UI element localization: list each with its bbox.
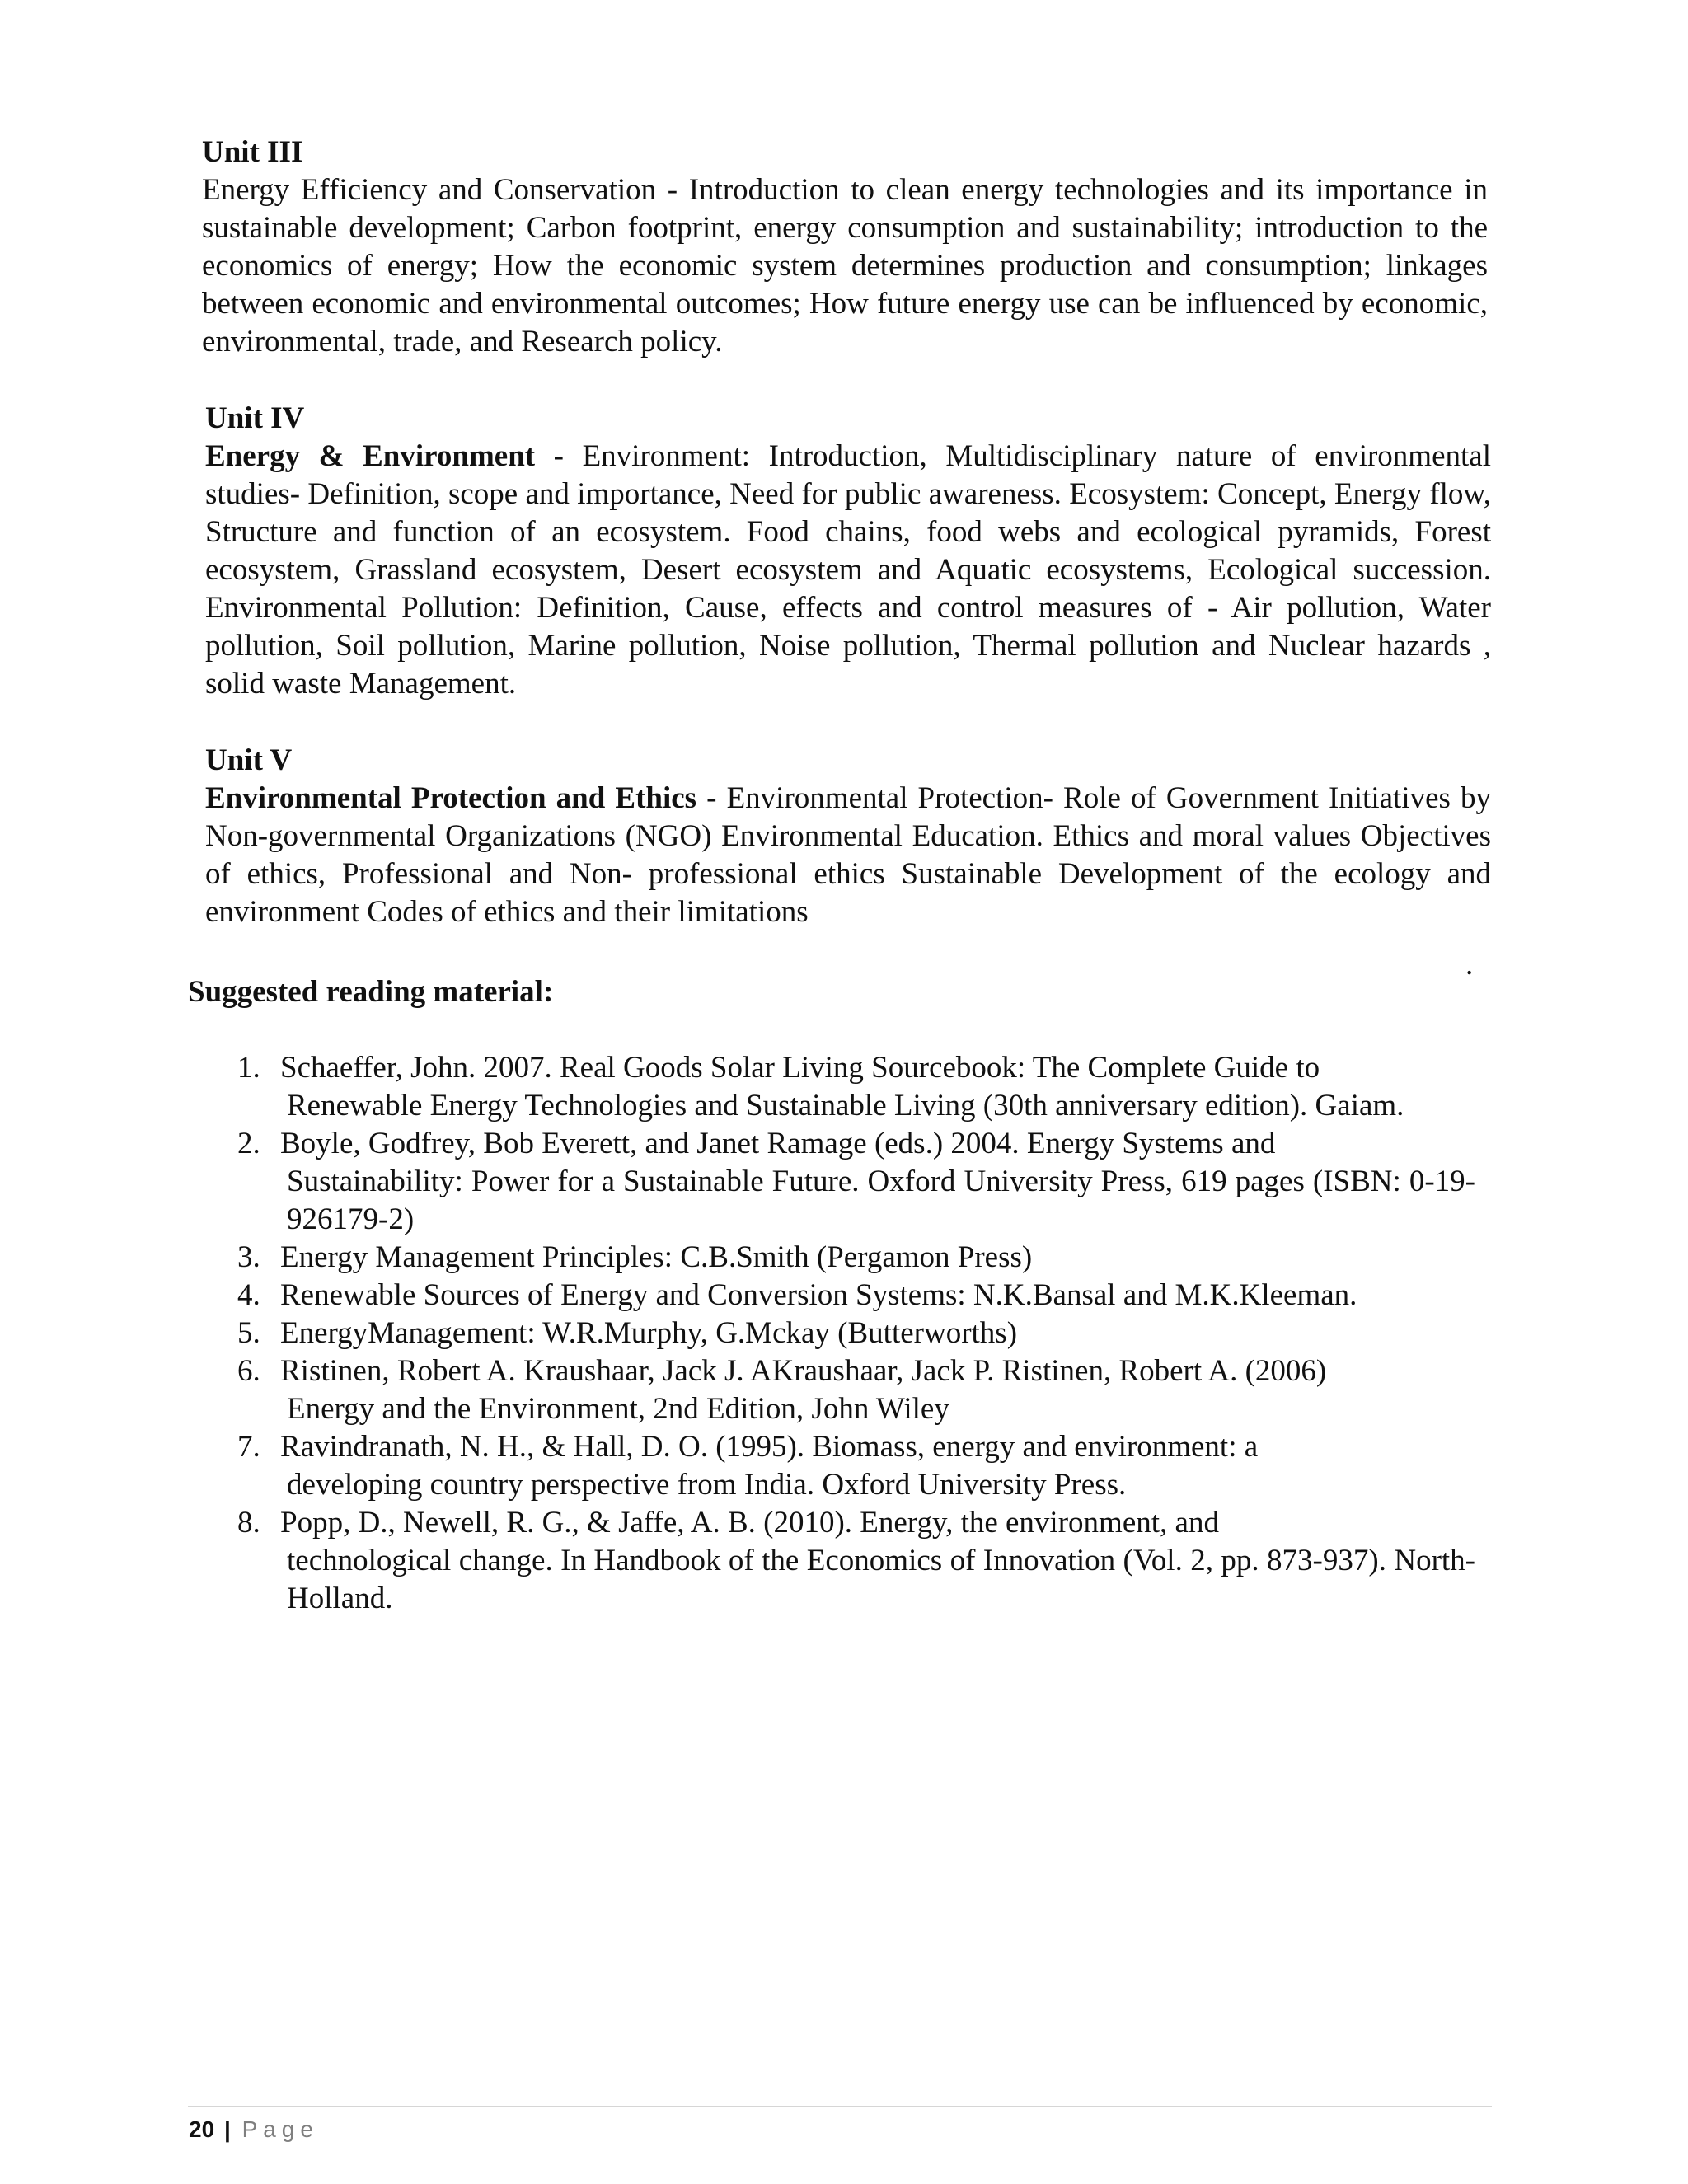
- page-footer: [189, 2116, 319, 2144]
- reading-item-text: Boyle, Godfrey, Bob Everett, and Janet Ramage (eds.) 2004. Energy Systems and: [280, 1127, 1276, 1160]
- reading-item-number: 6.: [237, 1354, 260, 1388]
- unit-v-body: [205, 780, 1491, 931]
- footer-divider: [188, 2106, 1492, 2107]
- reading-item-text: EnergyManagement: W.R.Murphy, G.Mckay (Butterworths): [280, 1316, 1018, 1350]
- unit-iv-heading: Unit IV: [205, 401, 305, 435]
- reading-item-3: [232, 1239, 1475, 1277]
- reading-item-continuation: technological change. In Handbook of the Economics of Innovation (Vol. 2, pp. 873-937). North-Holland.: [287, 1544, 1475, 1615]
- reading-item-number: 7.: [237, 1430, 260, 1464]
- unit-v-section: [205, 742, 1491, 931]
- reading-item-text: Energy Management Principles: C.B.Smith (Pergamon Press): [280, 1240, 1033, 1274]
- unit-v-heading: Unit V: [205, 743, 293, 777]
- unit-iii-body: Energy Efficiency and Conservation - Introduction to clean energy technologies and its importance in sustainable development; Carbon footprint, energy consumption and sustainability; introduction to the economics of energy; How the economic system determines production and consumption; linkages between economic and environmental outcomes; How future energy use can be influenced by economic, environmental, trade, and Research policy.: [202, 173, 1488, 359]
- reading-item-number: 5.: [237, 1316, 260, 1350]
- reading-item-continuation: Renewable Energy Technologies and Sustainable Living (30th anniversary edition). Gaiam.: [287, 1089, 1404, 1122]
- reading-item-text: Schaeffer, John. 2007. Real Goods Solar Living Sourcebook: The Complete Guide to: [280, 1051, 1320, 1085]
- reading-item-number: 8.: [237, 1506, 260, 1540]
- page-label: Page: [241, 2116, 319, 2142]
- reading-item-text: Popp, D., Newell, R. G., & Jaffe, A. B. (2010). Energy, the environment, and: [280, 1506, 1219, 1540]
- stray-dot: .: [1465, 948, 1474, 982]
- unit-iv-body: [205, 438, 1491, 703]
- reading-item-6: [232, 1352, 1475, 1428]
- reading-item-number: 1.: [237, 1051, 260, 1085]
- footer-separator: |: [223, 2116, 231, 2142]
- unit-v-topic: Environmental Protection and Ethics: [205, 781, 697, 815]
- suggested-reading-heading: Suggested reading material:: [188, 975, 554, 1009]
- reading-item-continuation: Energy and the Environment, 2nd Edition, John Wiley: [287, 1392, 950, 1426]
- reading-list: [232, 1049, 1475, 1618]
- reading-item-7: [232, 1428, 1475, 1504]
- reading-item-4: [232, 1277, 1475, 1315]
- reading-item-text: Ravindranath, N. H., & Hall, D. O. (1995). Biomass, energy and environment: a: [280, 1430, 1259, 1464]
- reading-item-continuation: Sustainability: Power for a Sustainable Future. Oxford University Press, 619 pages (ISBN: 0-19-926179-2): [287, 1165, 1475, 1236]
- unit-iii-section: [202, 134, 1488, 361]
- reading-item-number: 3.: [237, 1240, 260, 1274]
- unit-iii-heading: Unit III: [202, 135, 303, 169]
- unit-iv-description: - Environment: Introduction, Multidisciplinary nature of environmental studies- Definition, scope and importance, Need for public awareness. Ecosystem: Concept, Energy flow, Structure and function of an ecosystem. Food chains, food webs and ecological pyramids, Forest ecosystem, Grassland ecosystem, Desert ecosystem and Aquatic ecosystems, Ecological succession. Environmental Pollution: Definition, Cause, effects and control measures of - Air pollution, Water pollution, Soil pollution, Marine pollution, Noise pollution, Thermal pollution and Nuclear hazards , solid waste Management.: [205, 439, 1491, 701]
- reading-item-number: 4.: [237, 1278, 260, 1312]
- unit-iv-section: [205, 400, 1491, 703]
- reading-item-continuation: developing country perspective from India. Oxford University Press.: [287, 1468, 1127, 1502]
- page-number: 20: [189, 2116, 215, 2142]
- reading-item-1: [232, 1049, 1475, 1125]
- unit-v-description: - Environmental Protection- Role of Government Initiatives by Non-governmental Organizations (NGO) Environmental Education. Ethics and moral values Objectives of ethics, Professional and Non- professional ethics Sustainable Development of the ecology and environment Codes of ethics and their limitations: [205, 781, 1491, 929]
- reading-item-2: [232, 1125, 1475, 1239]
- reading-item-5: [232, 1315, 1475, 1352]
- reading-item-text: Ristinen, Robert A. Kraushaar, Jack J. AKraushaar, Jack P. Ristinen, Robert A. (2006): [280, 1354, 1327, 1388]
- reading-item-number: 2.: [237, 1127, 260, 1160]
- reading-item-text: Renewable Sources of Energy and Conversion Systems: N.K.Bansal and M.K.Kleeman.: [280, 1278, 1357, 1312]
- unit-iv-topic: Energy & Environment: [205, 439, 536, 473]
- reading-item-8: [232, 1504, 1475, 1618]
